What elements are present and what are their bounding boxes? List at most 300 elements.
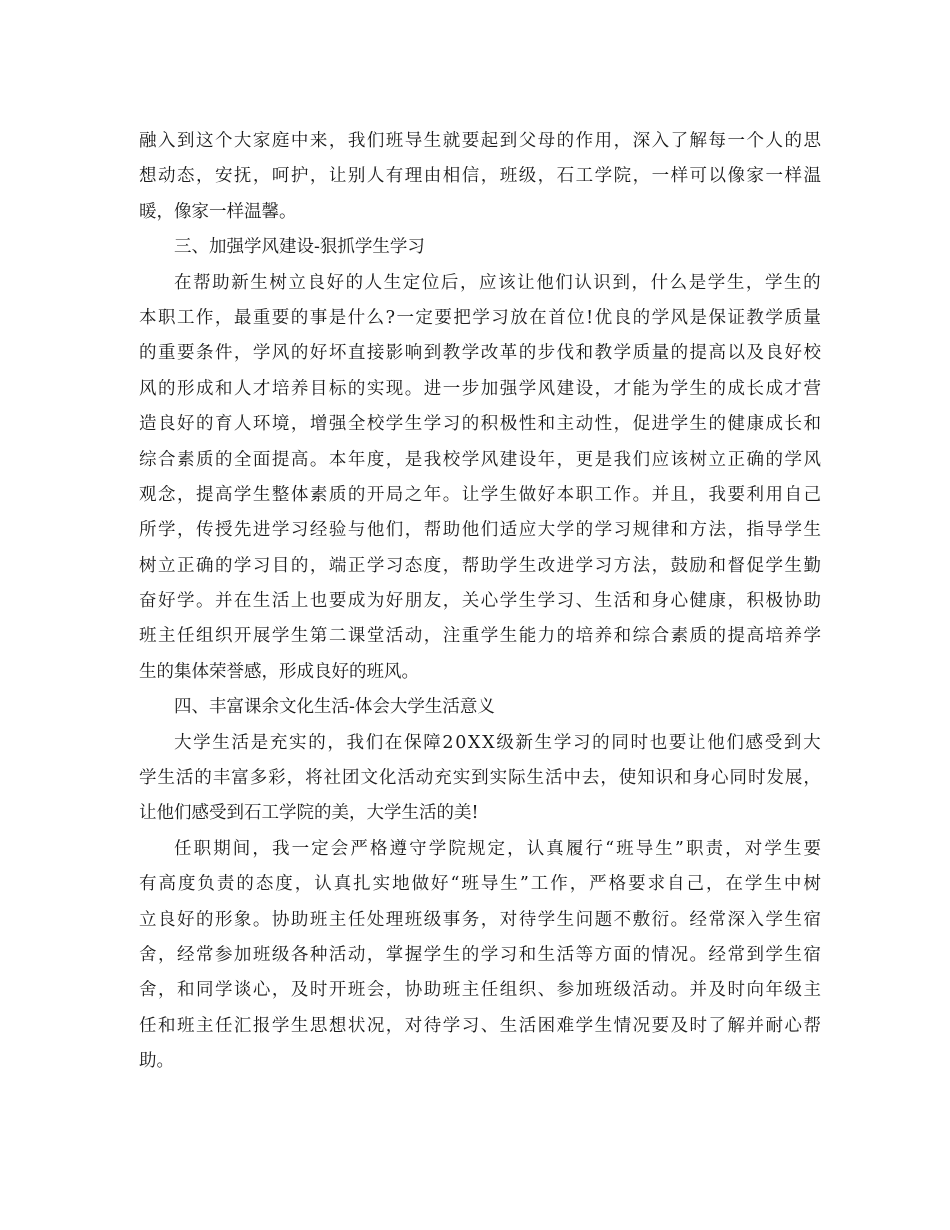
glyph: 帮: [803, 1015, 821, 1036]
glyph: 习: [252, 555, 271, 576]
glyph: 有: [139, 874, 157, 895]
glyph: 导: [480, 874, 499, 895]
glyph: 况: [632, 1015, 651, 1036]
text-line: [139, 619, 821, 654]
glyph: 良: [157, 414, 176, 435]
glyph: 健: [689, 591, 708, 612]
glyph: 生: [784, 944, 802, 965]
glyph: 年: [347, 449, 366, 470]
glyph: 校: [803, 343, 821, 364]
glyph: ，: [727, 591, 746, 612]
glyph: 导: [635, 838, 654, 859]
glyph: 的: [236, 874, 254, 895]
glyph: 学: [537, 909, 556, 930]
glyph: 本: [328, 449, 347, 470]
glyph: 丰: [212, 768, 231, 789]
glyph: X: [468, 732, 481, 753]
glyph: 一: [442, 378, 461, 399]
glyph: 学: [765, 944, 783, 965]
glyph: 强: [328, 414, 347, 435]
glyph: 体: [290, 484, 309, 505]
glyph: 经: [309, 520, 328, 541]
glyph: 态: [255, 874, 274, 895]
glyph: 局: [385, 484, 404, 505]
glyph: 标: [328, 378, 347, 399]
glyph: 常: [195, 944, 214, 965]
glyph: 健: [727, 414, 746, 435]
glyph: 展: [784, 768, 803, 789]
glyph: 做: [518, 484, 537, 505]
glyph: 中: [290, 131, 309, 151]
glyph: 风: [480, 449, 499, 470]
glyph: 协: [404, 980, 423, 1001]
glyph: 高: [290, 449, 309, 470]
glyph: 期: [213, 838, 231, 859]
glyph: 活: [231, 732, 250, 753]
glyph: 充: [269, 732, 288, 753]
glyph: 任: [480, 980, 499, 1001]
glyph: 直: [347, 343, 366, 364]
glyph: X: [482, 732, 495, 753]
glyph: 接: [366, 343, 385, 364]
text-line: [139, 1009, 821, 1044]
glyph: 全: [233, 449, 252, 470]
glyph: 学: [765, 307, 783, 328]
glyph: 最: [233, 307, 252, 328]
glyph: 班: [309, 909, 328, 930]
glyph: ，: [252, 166, 271, 187]
glyph: 并: [689, 980, 708, 1001]
glyph: 生: [442, 944, 461, 965]
glyph: 助: [803, 591, 821, 612]
glyph: 做: [411, 874, 430, 895]
glyph: 年: [537, 449, 556, 470]
glyph: 授: [214, 520, 233, 541]
glyph: 在: [384, 732, 403, 753]
glyph: 。: [670, 909, 689, 930]
glyph: 到: [423, 343, 442, 364]
glyph: 常: [727, 944, 746, 965]
glyph: 才: [784, 378, 802, 399]
glyph: 中: [783, 874, 802, 895]
glyph: ，: [459, 272, 478, 293]
glyph: 在: [725, 874, 743, 895]
glyph: 为: [366, 591, 385, 612]
glyph: ，: [613, 131, 632, 151]
glyph: 一: [765, 166, 783, 187]
glyph: 到: [471, 768, 489, 789]
glyph: 生: [537, 944, 556, 965]
glyph: 格: [608, 874, 627, 895]
glyph: 合: [157, 449, 176, 470]
glyph: 到: [746, 944, 764, 965]
glyph: 。: [632, 484, 651, 505]
glyph: 工: [594, 484, 613, 505]
glyph: 学: [765, 555, 783, 576]
glyph: 风: [537, 378, 556, 399]
glyph: 作: [575, 131, 594, 151]
glyph: 的: [345, 272, 364, 293]
glyph: 时: [747, 768, 766, 789]
glyph: 提: [195, 484, 214, 505]
text-line: [139, 159, 821, 194]
glyph: 习: [491, 307, 509, 328]
glyph: 到: [176, 131, 195, 151]
glyph: 况: [670, 944, 689, 965]
glyph: 事: [442, 909, 461, 930]
glyph: 进: [423, 378, 442, 399]
glyph: 生: [594, 1015, 613, 1036]
glyph: 加: [575, 980, 594, 1001]
glyph: 风: [803, 449, 821, 470]
glyph: ，: [480, 166, 499, 187]
glyph: 成: [765, 414, 783, 435]
glyph: 班: [385, 131, 404, 151]
glyph: ，: [480, 909, 499, 930]
glyph: 职: [157, 307, 176, 328]
glyph: 生: [518, 591, 537, 612]
glyph: 及: [670, 1015, 689, 1036]
text-line: [139, 443, 821, 478]
glyph: 任: [214, 1015, 233, 1036]
text-line: [139, 867, 821, 902]
glyph: 他: [461, 520, 480, 541]
glyph: 成: [195, 378, 214, 399]
glyph: 在: [529, 307, 547, 328]
glyph: 习: [499, 944, 518, 965]
glyph: 念: [157, 484, 176, 505]
glyph: 育: [214, 414, 233, 435]
glyph: 常: [708, 909, 727, 930]
glyph: 际: [508, 768, 526, 789]
glyph: 是: [250, 732, 269, 753]
text-line: [139, 336, 821, 371]
glyph: 么: [366, 307, 385, 328]
glyph: 培: [271, 378, 290, 399]
glyph: ，: [725, 838, 743, 859]
glyph: 加: [233, 944, 252, 965]
glyph: 负: [197, 874, 215, 895]
glyph: 学: [575, 1015, 594, 1036]
glyph: 让: [461, 484, 480, 505]
glyph: 知: [637, 768, 655, 789]
glyph: 第: [309, 626, 328, 647]
glyph: 开: [328, 980, 347, 1001]
glyph: 深: [727, 909, 746, 930]
glyph: 习: [442, 414, 461, 435]
glyph: 们: [385, 520, 404, 541]
glyph: 宿: [803, 909, 821, 930]
glyph: 动: [157, 166, 176, 187]
glyph: 融: [139, 131, 157, 151]
glyph: 和: [214, 378, 233, 399]
glyph: 放: [510, 307, 528, 328]
glyph: 位: [421, 272, 440, 293]
glyph: 用: [594, 131, 613, 151]
glyph: 展: [252, 626, 271, 647]
glyph: 质: [632, 343, 651, 364]
glyph: 生: [784, 272, 802, 293]
glyph: 风: [139, 378, 157, 399]
glyph: 保: [708, 307, 726, 328]
glyph: 的: [308, 732, 326, 753]
glyph: ，: [214, 307, 233, 328]
glyph: 报: [252, 1015, 271, 1036]
glyph: 康: [708, 591, 727, 612]
glyph: 解: [727, 1015, 746, 1036]
glyph: 生: [518, 555, 537, 576]
glyph: 事: [309, 307, 328, 328]
glyph: 才: [252, 378, 271, 399]
glyph: 工: [530, 874, 549, 895]
glyph: 把: [453, 307, 471, 328]
glyph: 堂: [366, 626, 385, 647]
glyph: ，: [613, 414, 632, 435]
glyph: 班: [594, 980, 613, 1001]
glyph: 以: [708, 166, 727, 187]
glyph: 了: [708, 1015, 727, 1036]
glyph: 主: [328, 909, 347, 930]
glyph: 重: [461, 626, 480, 647]
glyph: 信: [461, 166, 480, 187]
glyph: 责: [705, 838, 724, 859]
glyph: 格: [369, 838, 388, 859]
glyph: 一: [727, 131, 746, 151]
glyph: 一: [291, 838, 310, 859]
glyph: 想: [139, 166, 157, 187]
glyph: 受: [764, 732, 783, 753]
glyph: 学: [480, 484, 499, 505]
glyph: 动: [415, 768, 434, 789]
glyph: 度: [275, 874, 293, 895]
glyph: 要: [668, 732, 687, 753]
glyph: 帮: [193, 272, 211, 293]
glyph: 好: [784, 343, 802, 364]
glyph: 好: [326, 272, 344, 293]
glyph: 级: [496, 732, 514, 753]
glyph: 先: [233, 520, 252, 541]
glyph: 心: [670, 591, 689, 612]
glyph: 实: [289, 732, 307, 753]
glyph: 一: [651, 166, 670, 187]
glyph: 应: [479, 272, 497, 293]
glyph: 能: [632, 378, 651, 399]
glyph: 严: [589, 874, 607, 895]
glyph: ，: [271, 980, 290, 1001]
glyph: 友: [423, 591, 442, 612]
glyph: 件: [214, 343, 233, 364]
glyph: 习: [461, 1015, 480, 1036]
glyph: 舍: [139, 980, 157, 1001]
glyph: 的: [461, 414, 480, 435]
glyph: 学: [139, 768, 157, 789]
glyph: 力: [537, 626, 556, 647]
glyph: 充: [434, 768, 452, 789]
glyph: 认: [526, 838, 545, 859]
glyph: 革: [499, 343, 518, 364]
glyph: 什: [347, 307, 366, 328]
glyph: 度: [423, 555, 442, 576]
glyph: 培: [575, 626, 594, 647]
glyph: ，: [252, 838, 270, 859]
glyph: 不: [613, 909, 632, 930]
glyph: 生: [689, 414, 708, 435]
glyph: 建: [556, 378, 575, 399]
glyph: 舍: [139, 944, 157, 965]
glyph: 与: [347, 520, 366, 541]
glyph: 经: [708, 944, 727, 965]
glyph: 班: [404, 909, 423, 930]
glyph: 、: [537, 980, 556, 1001]
glyph: 改: [480, 343, 499, 364]
glyph: 生: [252, 484, 271, 505]
glyph: 。: [252, 909, 271, 930]
glyph: 是: [404, 449, 423, 470]
glyph: 实: [452, 768, 471, 789]
glyph: 学: [252, 343, 271, 364]
glyph: 人: [233, 378, 252, 399]
glyph: ，: [651, 555, 670, 576]
glyph: 导: [404, 131, 423, 151]
glyph: 大: [174, 732, 192, 753]
glyph: 指: [746, 520, 764, 541]
glyph: 文: [360, 768, 378, 789]
text-line: [139, 761, 821, 796]
glyph: 障: [423, 732, 441, 753]
glyph: 生: [655, 838, 673, 859]
glyph: 在: [174, 272, 192, 293]
glyph: 进: [556, 555, 575, 576]
glyph: 宿: [803, 944, 821, 965]
glyph: 学: [271, 520, 290, 541]
glyph: 身: [651, 591, 670, 612]
glyph: ，: [294, 874, 313, 895]
glyph: 学: [499, 591, 518, 612]
glyph: 他: [707, 732, 725, 753]
glyph: 学: [385, 414, 404, 435]
glyph: 母: [537, 131, 556, 151]
glyph: 的: [632, 944, 651, 965]
glyph: 好: [176, 414, 195, 435]
glyph: 我: [423, 449, 442, 470]
glyph: 强: [499, 378, 518, 399]
glyph: 度: [366, 449, 385, 470]
glyph: ，: [286, 768, 305, 789]
glyph: 定: [402, 272, 421, 293]
glyph: 定: [415, 307, 433, 328]
glyph: 提: [727, 626, 746, 647]
glyph: ，: [290, 414, 309, 435]
text-line-content: 四、丰富课余文化生活-体会大学生活意义: [174, 697, 495, 718]
glyph: 促: [746, 555, 764, 576]
glyph: 。: [309, 449, 328, 470]
glyph: 用: [765, 484, 783, 505]
glyph: 的: [556, 131, 575, 151]
glyph: 学: [651, 307, 670, 328]
glyph: 活: [544, 768, 563, 789]
glyph: 生: [783, 838, 802, 859]
glyph: ”: [674, 838, 684, 859]
glyph: 影: [385, 343, 404, 364]
glyph: 解: [689, 131, 708, 151]
glyph: ，: [594, 378, 613, 399]
glyph: 的: [461, 944, 480, 965]
glyph: 感: [745, 732, 764, 753]
glyph: 进: [651, 414, 670, 435]
glyph: ，: [176, 484, 195, 505]
glyph: 面: [613, 944, 632, 965]
glyph: 学: [803, 626, 821, 647]
glyph: 性: [594, 414, 613, 435]
glyph: 。: [404, 378, 423, 399]
glyph: 生: [499, 626, 518, 647]
text-line: [139, 124, 821, 159]
glyph: 伐: [556, 343, 575, 364]
glyph: 风: [670, 307, 689, 328]
glyph: 为: [651, 378, 670, 399]
glyph: 班: [442, 980, 461, 1001]
glyph: 求: [647, 874, 666, 895]
glyph: 学: [423, 944, 442, 965]
glyph: 上: [290, 591, 309, 612]
glyph: 到: [783, 732, 802, 753]
glyph: ”: [519, 874, 529, 895]
glyph: 并: [214, 591, 233, 612]
glyph: 来: [309, 131, 328, 151]
glyph: 级: [271, 944, 290, 965]
glyph: 级: [518, 166, 537, 187]
glyph: ，: [705, 874, 724, 895]
glyph: 要: [434, 307, 452, 328]
glyph: 是: [328, 307, 347, 328]
glyph: 的: [708, 626, 727, 647]
glyph: 这: [195, 131, 214, 151]
glyph: 助: [442, 520, 461, 541]
glyph: 新: [515, 732, 533, 753]
glyph: 自: [784, 484, 802, 505]
glyph: ，: [569, 874, 588, 895]
glyph: 学: [518, 378, 537, 399]
glyph: 督: [727, 555, 746, 576]
glyph: 情: [613, 1015, 632, 1036]
glyph: ，: [385, 1015, 404, 1036]
glyph: 习: [594, 555, 613, 576]
glyph: 呵: [271, 166, 290, 187]
glyph: 生: [534, 732, 553, 753]
glyph: 个: [746, 131, 764, 151]
glyph: 课: [347, 626, 366, 647]
glyph: 是: [594, 449, 613, 470]
glyph: 让: [517, 272, 535, 293]
glyph: 况: [366, 1015, 385, 1036]
glyph: 的: [139, 343, 157, 364]
glyph: 作: [613, 484, 632, 505]
glyph: 习: [573, 732, 591, 753]
glyph: 人: [364, 272, 383, 293]
glyph: 院: [448, 838, 466, 859]
glyph: 积: [480, 414, 499, 435]
glyph: ，: [507, 838, 525, 859]
glyph: 目: [309, 378, 328, 399]
glyph: 传: [195, 520, 214, 541]
glyph: 学: [499, 555, 518, 576]
glyph: 心: [784, 1015, 802, 1036]
glyph: 适: [499, 520, 518, 541]
glyph: 遵: [389, 838, 408, 859]
glyph: 作: [195, 307, 214, 328]
glyph: 应: [651, 449, 670, 470]
glyph: 的: [347, 378, 366, 399]
